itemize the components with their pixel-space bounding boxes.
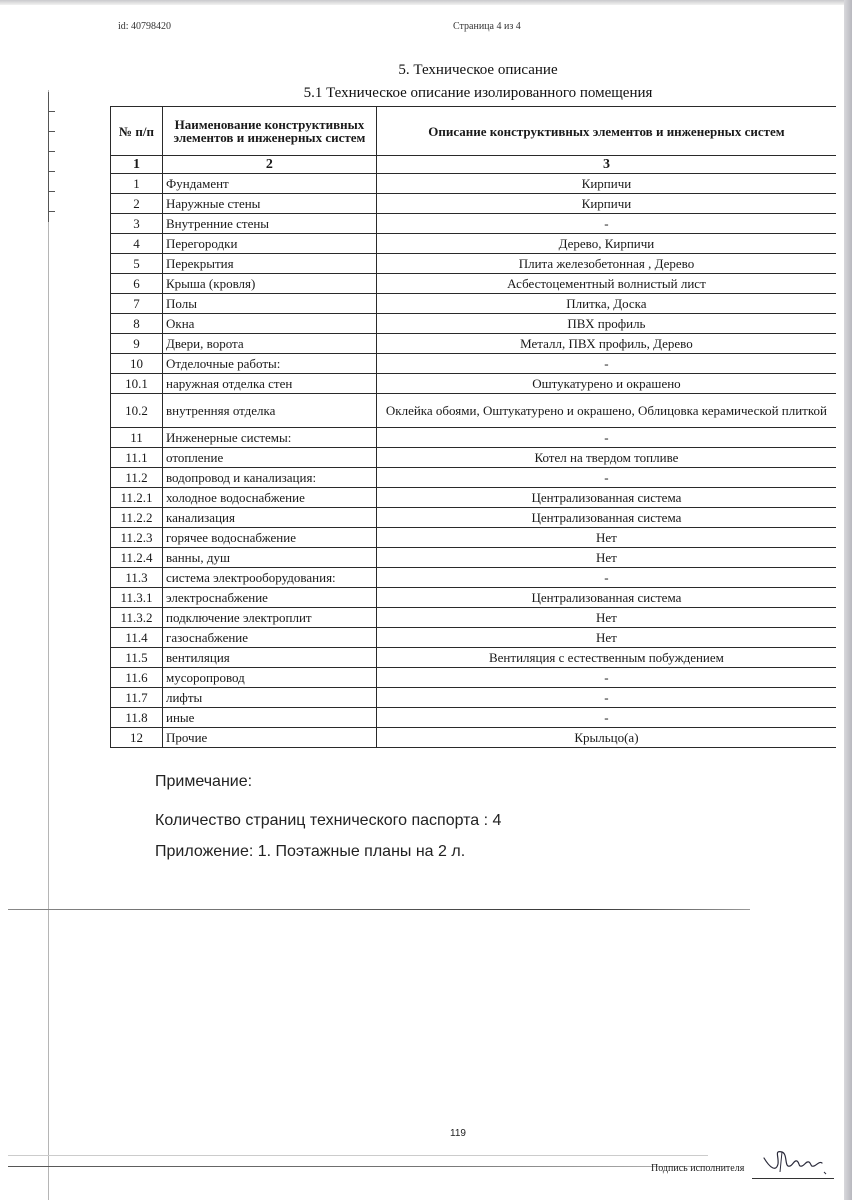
row-number: 11.2.1	[111, 488, 163, 508]
element-description: Плитка, Доска	[376, 294, 836, 314]
row-number: 11.6	[111, 668, 163, 688]
element-description: Плита железобетонная , Дерево	[376, 254, 836, 274]
signature-icon	[760, 1146, 830, 1176]
row-number: 8	[111, 314, 163, 334]
table-row	[111, 448, 837, 468]
row-number: 4	[111, 234, 163, 254]
element-name: вентиляция	[162, 648, 376, 668]
table-row	[111, 528, 837, 548]
row-number: 3	[111, 214, 163, 234]
row-number: 7	[111, 294, 163, 314]
row-number: 5	[111, 254, 163, 274]
element-description: Нет	[376, 528, 836, 548]
element-name: горячее водоснабжение	[162, 528, 376, 548]
element-description: -	[376, 688, 836, 708]
element-description: Оштукатурено и окрашено	[376, 374, 836, 394]
table-row	[111, 708, 837, 728]
table-row	[111, 254, 837, 274]
table-row	[111, 688, 837, 708]
table-row	[111, 468, 837, 488]
row-number: 11.3.2	[111, 608, 163, 628]
row-number: 10.2	[111, 394, 163, 428]
element-name: электроснабжение	[162, 588, 376, 608]
element-description: Крыльцо(а)	[376, 728, 836, 748]
element-name: Перекрытия	[162, 254, 376, 274]
column-header-number: № п/п	[111, 107, 163, 156]
row-number: 11.5	[111, 648, 163, 668]
row-number: 11.2.4	[111, 548, 163, 568]
element-name: система электрооборудования:	[162, 568, 376, 588]
column-number-1: 1	[111, 156, 163, 174]
element-description: Металл, ПВХ профиль, Дерево	[376, 334, 836, 354]
scan-edge-right	[844, 0, 852, 1200]
element-name: Внутренние стены	[162, 214, 376, 234]
element-description: Кирпичи	[376, 194, 836, 214]
element-name: газоснабжение	[162, 628, 376, 648]
divider-line	[200, 909, 750, 910]
element-name: Полы	[162, 294, 376, 314]
element-description: -	[376, 214, 836, 234]
footer-faint-line	[8, 1155, 708, 1156]
element-description: Централизованная система	[376, 488, 836, 508]
element-description: -	[376, 428, 836, 448]
element-name: Отделочные работы:	[162, 354, 376, 374]
row-number: 11.7	[111, 688, 163, 708]
table-row	[111, 234, 837, 254]
element-description: Дерево, Кирпичи	[376, 234, 836, 254]
signature-label: Подпись исполнителя	[651, 1163, 745, 1174]
element-description: Котел на твердом топливе	[376, 448, 836, 468]
row-number: 9	[111, 334, 163, 354]
element-description: Нет	[376, 608, 836, 628]
row-number: 6	[111, 274, 163, 294]
element-description: -	[376, 708, 836, 728]
pages-count-note: Количество страниц технического паспорта : 4	[155, 812, 502, 829]
element-name: Окна	[162, 314, 376, 334]
row-number: 1	[111, 174, 163, 194]
element-description: -	[376, 468, 836, 488]
element-description: Нет	[376, 628, 836, 648]
row-number: 11.4	[111, 628, 163, 648]
element-description: Вентиляция с естественным побуждением	[376, 648, 836, 668]
column-header-description: Описание конструктивных элементов и инженерных систем	[376, 107, 836, 156]
element-description: -	[376, 668, 836, 688]
element-name: мусоропровод	[162, 668, 376, 688]
table-row	[111, 314, 837, 334]
row-number: 11.2.3	[111, 528, 163, 548]
element-name: подключение электроплит	[162, 608, 376, 628]
element-description: -	[376, 354, 836, 374]
element-description: Централизованная система	[376, 588, 836, 608]
column-header-element-name: Наименование конструктивных элементов и инженерных систем	[162, 107, 376, 156]
signature-line	[752, 1178, 834, 1179]
row-number: 12	[111, 728, 163, 748]
element-name: Перегородки	[162, 234, 376, 254]
table-row	[111, 568, 837, 588]
subsection-title: 5.1 Техническое описание изолированного помещения	[303, 85, 653, 101]
table-row	[111, 548, 837, 568]
table-row	[111, 488, 837, 508]
element-name: Двери, ворота	[162, 334, 376, 354]
table-row	[111, 174, 837, 194]
element-name: Инженерные системы:	[162, 428, 376, 448]
element-name: наружная отделка стен	[162, 374, 376, 394]
table-row	[111, 428, 837, 448]
element-name: Фундамент	[162, 174, 376, 194]
row-number: 11.2.2	[111, 508, 163, 528]
table-row	[111, 608, 837, 628]
table-row	[111, 394, 837, 428]
table-row	[111, 508, 837, 528]
element-name: водопровод и канализация:	[162, 468, 376, 488]
margin-ticks	[48, 92, 55, 222]
table-row	[111, 648, 837, 668]
row-number: 11.2	[111, 468, 163, 488]
element-name: Прочие	[162, 728, 376, 748]
element-description: ПВХ профиль	[376, 314, 836, 334]
table-row	[111, 194, 837, 214]
table-row	[111, 214, 837, 234]
row-number: 10.1	[111, 374, 163, 394]
note-label: Примечание:	[155, 773, 253, 790]
column-number-3: 3	[376, 156, 836, 174]
element-name: холодное водоснабжение	[162, 488, 376, 508]
technical-description-table	[110, 106, 836, 748]
row-number: 11.3.1	[111, 588, 163, 608]
page-indicator: Страница 4 из 4	[453, 21, 521, 32]
row-number: 11.8	[111, 708, 163, 728]
row-number: 11.1	[111, 448, 163, 468]
footer-line	[8, 1166, 728, 1167]
table-row	[111, 668, 837, 688]
document-id: id: 40798420	[118, 21, 172, 32]
element-name: лифты	[162, 688, 376, 708]
table-row	[111, 588, 837, 608]
table-row	[111, 628, 837, 648]
table-row	[111, 334, 837, 354]
page-number: 119	[450, 1128, 466, 1139]
table-header-row	[111, 107, 837, 156]
element-description: -	[376, 568, 836, 588]
row-number: 10	[111, 354, 163, 374]
column-number-2: 2	[162, 156, 376, 174]
element-description: Нет	[376, 548, 836, 568]
table-body	[111, 174, 837, 748]
row-number: 11.3	[111, 568, 163, 588]
element-name: иные	[162, 708, 376, 728]
margin-rule	[48, 90, 49, 1200]
element-name: ванны, душ	[162, 548, 376, 568]
row-number: 2	[111, 194, 163, 214]
element-name: канализация	[162, 508, 376, 528]
section-title: 5. Техническое описание	[398, 62, 558, 78]
table-row	[111, 294, 837, 314]
element-description: Кирпичи	[376, 174, 836, 194]
element-description: Централизованная система	[376, 508, 836, 528]
table-row	[111, 374, 837, 394]
element-description: Оклейка обоями, Оштукатурено и окрашено, Облицовка керамической плиткой	[376, 394, 836, 428]
row-number: 11	[111, 428, 163, 448]
appendix-note: Приложение: 1. Поэтажные планы на 2 л.	[155, 843, 466, 860]
column-number-row	[111, 156, 837, 174]
element-name: внутренняя отделка	[162, 394, 376, 428]
element-name: Крыша (кровля)	[162, 274, 376, 294]
element-name: отопление	[162, 448, 376, 468]
table-row	[111, 274, 837, 294]
element-description: Асбестоцементный волнистый лист	[376, 274, 836, 294]
table-row	[111, 354, 837, 374]
element-name: Наружные стены	[162, 194, 376, 214]
scan-edge-top	[0, 0, 852, 5]
table-row	[111, 728, 837, 748]
